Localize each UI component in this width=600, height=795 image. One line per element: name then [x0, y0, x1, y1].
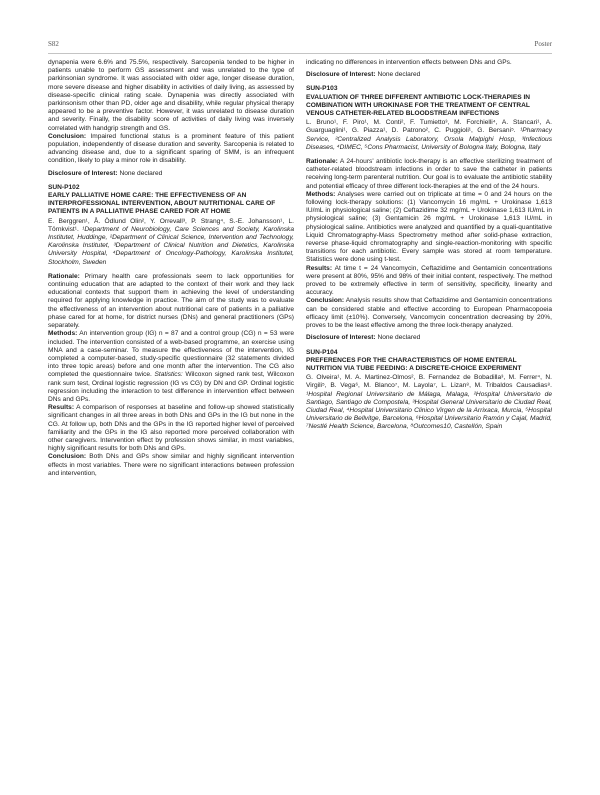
left-column — [48, 59, 294, 789]
right-column — [306, 59, 552, 789]
abstract-conclusion: Conclusion: Analysis results show that Ceftazidime and Gentamicin concentrations can be considered stable and effective according to European Pharmacopoeia efficacy limit (±10%). Conversely, Vancomycin concentration decreasing by 20%, proves to be the least effective among the three lock-therapy analyzed. — [306, 297, 552, 330]
page-number: S82 — [48, 40, 59, 48]
abstract-rationale: Rationale: A 24-hours' antibiotic lock-therapy is an effective sterilizing treatment of catheter-related bloodstream infections in order to save the catheter in patients receiving long-term parenteral nutrition. Our goal is to evaluate the antibiotic stability and potential efficacy of three different lock-therapies at the end of the 24 hours. — [306, 158, 552, 190]
abstract-methods: Methods: An intervention group (IG) n = 87 and a control group (CG) n = 53 were included. The intervention consisted of a web-based programme, an exercise using MNA and a case-seminar. To measure the effectiveness of the intervention, IG completed a computer-based, study-specific questionnaire (32 statements divided into three topic areas) before and one month after the intervention. The CG also completed the questionnaire twice. Statistics: Wilcoxon signed rank test, Wilcoxon rank sum test, Ordinal logistic regression (IG vs CG) by DN and GP. Ordinal logistic regression including the interaction to test difference in intervention effect between DNs and GPs. — [48, 330, 294, 403]
abstract-title: EARLY PALLIATIVE HOME CARE: THE EFFECTIVENESS OF AN INTERPROFESSIONAL INTERVENTION, ABOUT NUTRITIONAL CARE OF PATIENTS IN A PALLIATIVE PHASE CARED FOR AT HOME — [48, 192, 276, 216]
abstract-id: SUN-P104 — [306, 348, 338, 356]
abstract-title: PREFERENCES FOR THE CHARACTERISTICS OF HOME ENTERAL NUTRITION VIA TUBE FEEDING: A DISCRETE-CHOICE EXPERIMENT — [306, 356, 522, 372]
abstract-id: SUN-P103 — [306, 85, 338, 93]
intro-conclusion: Conclusion: Impaired functional status is a prominent feature of this patient population, independently of disease duration and severity. Sarcopenia is related to advancing disease and, due to a significant sparing of SMM, is an infrequent condition, likely to play a minor role in disability. — [48, 132, 294, 165]
disclosure: Disclosure of Interest: None declared — [48, 169, 163, 177]
abstract-rationale: Rationale: Primary health care professionals seem to lack opportunities for continuing education that are adapted to the context of their work and they lack educational contexts that support them in achieving the level of understanding required for applying knowledge in practice. The aim of the study was to evaluate the effectiveness of an intervention about nutritional care of patients in a palliative phase cared for at home, for district nurses (DNs) and general practitioners (GPs) separately. — [48, 272, 294, 330]
abstract-methods: Methods: Analyses were carried out on triplicate at time = 0 and 24 hours on the following lock-therapy solutions: (1) Vancomycin 16 mg/mL + Urokinase 1,613 IU/mL in physiological saline; (2) Ceftazidime 32 mg/mL + Urokinase 1,613 IU/mL in physiological saline; (3) Gentamicin 26 mg/mL + Urokinase 1,613 IU/mL in physiological saline. Antibiotics were analyzed and quantified by a quali-quantitative Liquid Chromatography-Mass Spectrometry method after solid-phase extraction, reverse phase-liquid chromatography and single-reaction-monitoring with specific transitions for each antibiotic. Every sample was stored at room temperature. Statistics were done using t-test. — [306, 190, 552, 264]
section-label: Poster — [534, 40, 552, 48]
continued-text: indicating no differences in intervention effects between DNs and GPs. — [306, 59, 512, 66]
abstract-authors: L. Bruno¹, F. Piro¹, M. Conti², F. Tumietto³, M. Forchielli⁴, A. Stancari¹, A. Guarguaglini¹, G. Piazza¹, D. Patrono², C. Puggioli¹, G. Bersani⁵. ¹Pharmacy Service, ²Centralized Analysis Laboratory, Orsola Malpighi Hosp, ³Infectious Diseases, ⁴DIMEC, ⁵Cons Pharmacist, University of Bologna Italy, Bologna, Italy — [306, 119, 552, 151]
abstract-authors: G. Olveira¹, M. A. Martinez-Olmos², B. Fernandez de Bobadilla³, M. Ferrer⁴, N. Virgili⁵, B. Vega⁶, M. Blanco⁷, M. Layola⁷, L. Lizan⁸, M. Tribaldos Causadias⁸. ¹Hospital Regional Universitario de Málaga, Malaga, ²Hospital Universitario de Santiago, Santiago de Compostela, ³Hospital General Universitario de Ciudad Real, Ciudad Real, ⁴Hospital Universitario Clinico Virgen de la Arrixaca, Murcia, ⁵Hospital Universitario de Bellvitge, Barcelona, ⁶Hospital Universitario Ramón y Cajal, Madrid, ⁷Nestlé Health Science, Barcelona, ⁸Outcomes10, Castellón, Spain — [306, 374, 552, 431]
abstract-conclusion: Conclusion: Both DNs and GPs show similar and highly significant intervention effects in most variables. There were no significant interactions between profession and intervention, — [48, 453, 294, 477]
abstract-authors: E. Berggren¹, Å. Ödlund Olin², Y. Orrevall³, P. Strang⁴, S.-E. Johansson¹, L. Törnkvist¹. ¹Department of Neurobiology, Care Sciences and Society, Karolinska Institutet, Huddinge, ²Department of Clinical Science, Intervention and Technology, Karolinska Institutet, ³Department of Clinical Nutrition and Dietetics, Karolinska University Hospital, ⁴Department of Oncology-Pathology, Karolinska Institutet, Stockholm, Sweden — [48, 217, 294, 266]
disclosure: Disclosure of Interest: None declared — [306, 334, 421, 342]
intro-results-text: dynapenia were 6.6% and 75.5%, respectively. Sarcopenia tended to be higher in patients unable to perform GS assessment and was unrelated to the type of parkinsonian syndrome. It was associated with older age, longer disease duration, more severe disease and higher disability in activities of daily living, as assessed by disease-specific clinical rating scale. Dynapenia was directly associated with parkinsonism other than PD, older age and disability, while regular physical therapy appeared to be a preventive factor. However, it was unrelated to disease duration and severity. Finally, the disability score of activities of daily living was inversely correlated with handgrip strength and GS. — [48, 59, 294, 132]
header-rule — [48, 53, 552, 54]
page-header — [48, 40, 552, 52]
abstract-results: Results: A comparison of responses at baseline and follow-up showed statistically significant changes in all three areas in both DNs and GPs in the IG but none in the CG. At follow up, both DNs and the GPs in the IG reported higher level of perceived familiarity and the GPs in the IG also reported more perceived collaboration with other caregivers. Intervention effect by profession shows similar, in most variables, highly significant results for both DNs and GPs. — [48, 404, 294, 453]
disclosure: Disclosure of Interest: None declared — [306, 71, 421, 79]
abstract-results: Results: At time t = 24 Vancomycin, Ceftazidime and Gentamicin concentrations were present at 80%, 95% and 98% of their initial content, respectively. The method proved to be extremely effective in term of sensitivity, specificity, linearity and accuracy. — [306, 264, 552, 297]
abstract-title: EVALUATION OF THREE DIFFERENT ANTIBIOTIC LOCK-THERAPIES IN COMBINATION WITH UROKINASE FOR THE TREATMENT OF CENTRAL VENOUS CATHETER-RELATED BLOODSTREAM INFECTIONS — [306, 93, 531, 118]
abstract-id: SUN-P102 — [48, 183, 80, 191]
